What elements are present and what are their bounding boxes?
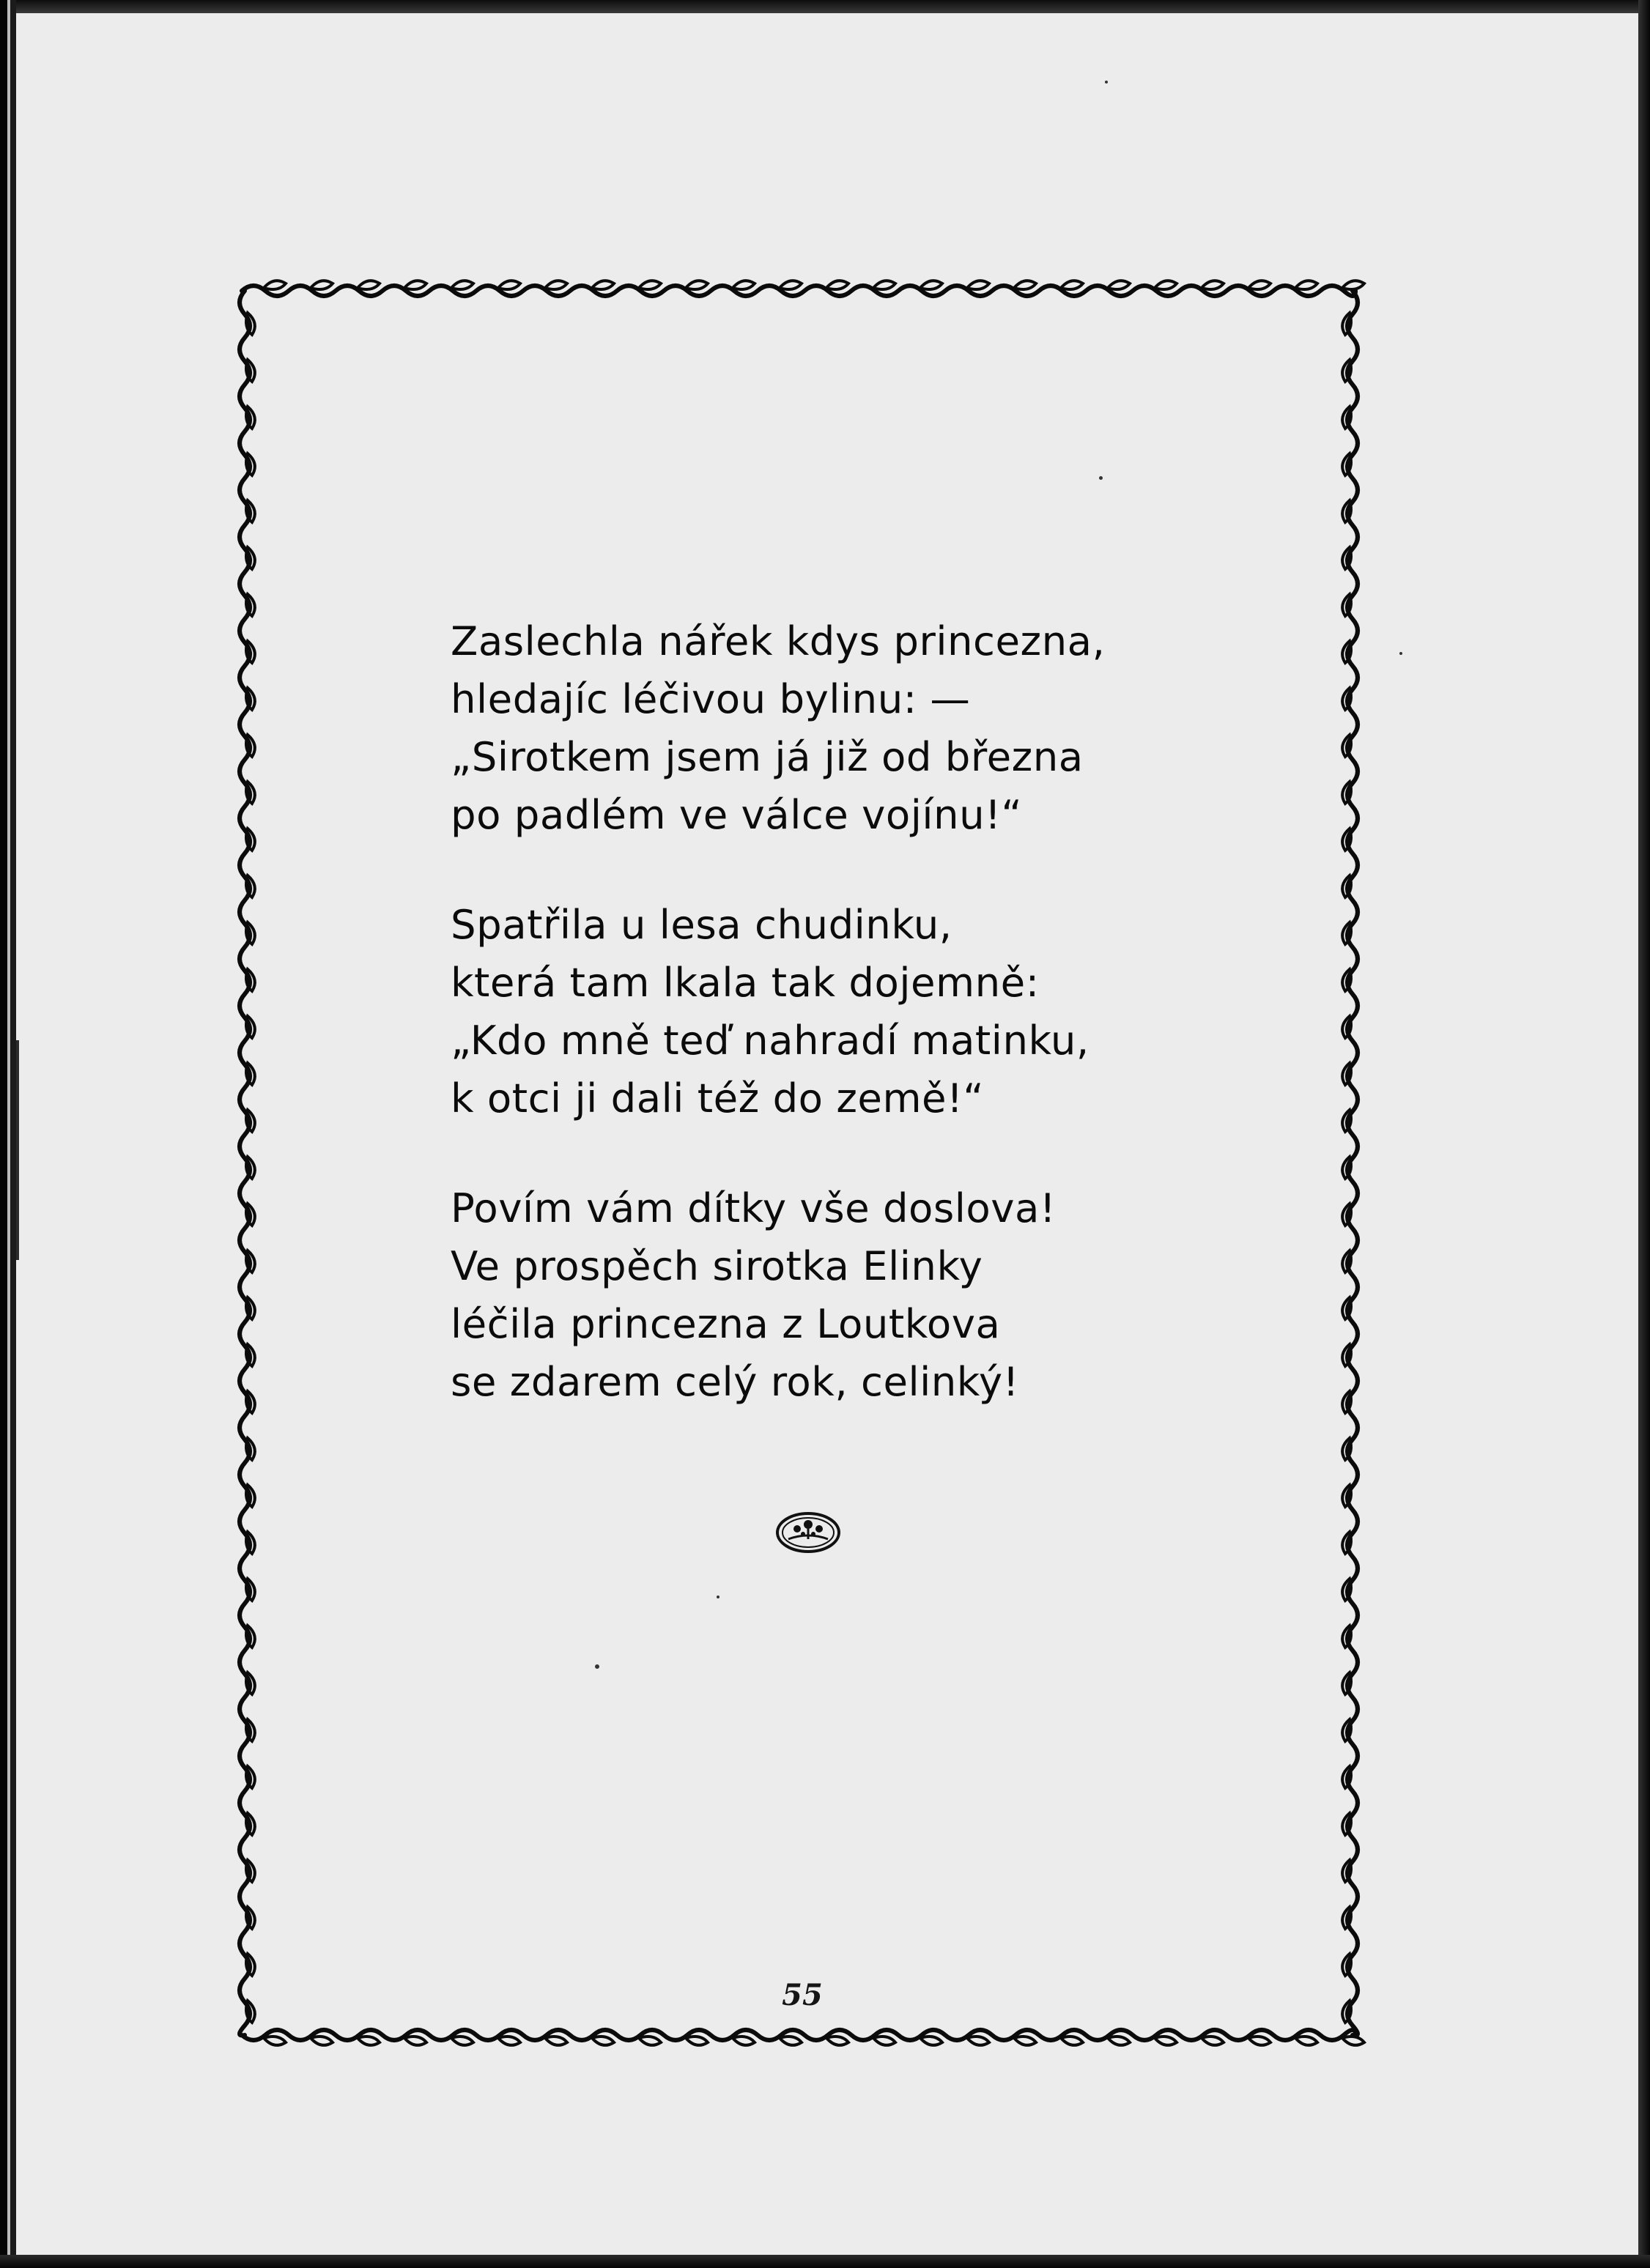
poem-line: se zdarem celý rok, celinký!	[451, 1358, 1020, 1405]
stanza	[451, 612, 1227, 844]
stanza	[451, 1179, 1227, 1411]
page-number: 55	[782, 1978, 823, 2012]
poem-line: hledajíc léčivou bylinu: —	[451, 675, 971, 722]
poem-line: „Kdo mně teď nahradí matinku,	[451, 1017, 1089, 1064]
dust-speck	[1105, 81, 1108, 84]
binding-mark	[16, 1040, 34, 1260]
poem	[451, 612, 1227, 1463]
poem-line: k otci ji dali též do země!“	[451, 1075, 985, 1122]
poem-line: po padlém ve válce vojínu!“	[451, 791, 1023, 838]
scan-edge-top	[0, 0, 1650, 13]
poem-line: Ve prospěch sirotka Elinky	[451, 1242, 983, 1289]
poem-line: Spatřila u lesa chudinku,	[451, 901, 952, 948]
scan-edge-bottom	[0, 2255, 1650, 2268]
poem-line: „Sirotkem jsem já již od března	[451, 733, 1084, 780]
scan-edge-right	[1638, 0, 1650, 2268]
poem-line: která tam lkala tak dojemně:	[451, 959, 1040, 1006]
stanza	[451, 896, 1227, 1127]
poem-line: Zaslechla nářek kdys princezna,	[451, 618, 1106, 664]
poem-line: Povím vám dítky vše doslova!	[451, 1185, 1057, 1231]
dust-speck	[1399, 652, 1402, 655]
poem-line: léčila princezna z Loutkova	[451, 1300, 1001, 1347]
flower-cartouche-icon	[775, 1511, 841, 1554]
scan-edge-left	[0, 0, 16, 2268]
